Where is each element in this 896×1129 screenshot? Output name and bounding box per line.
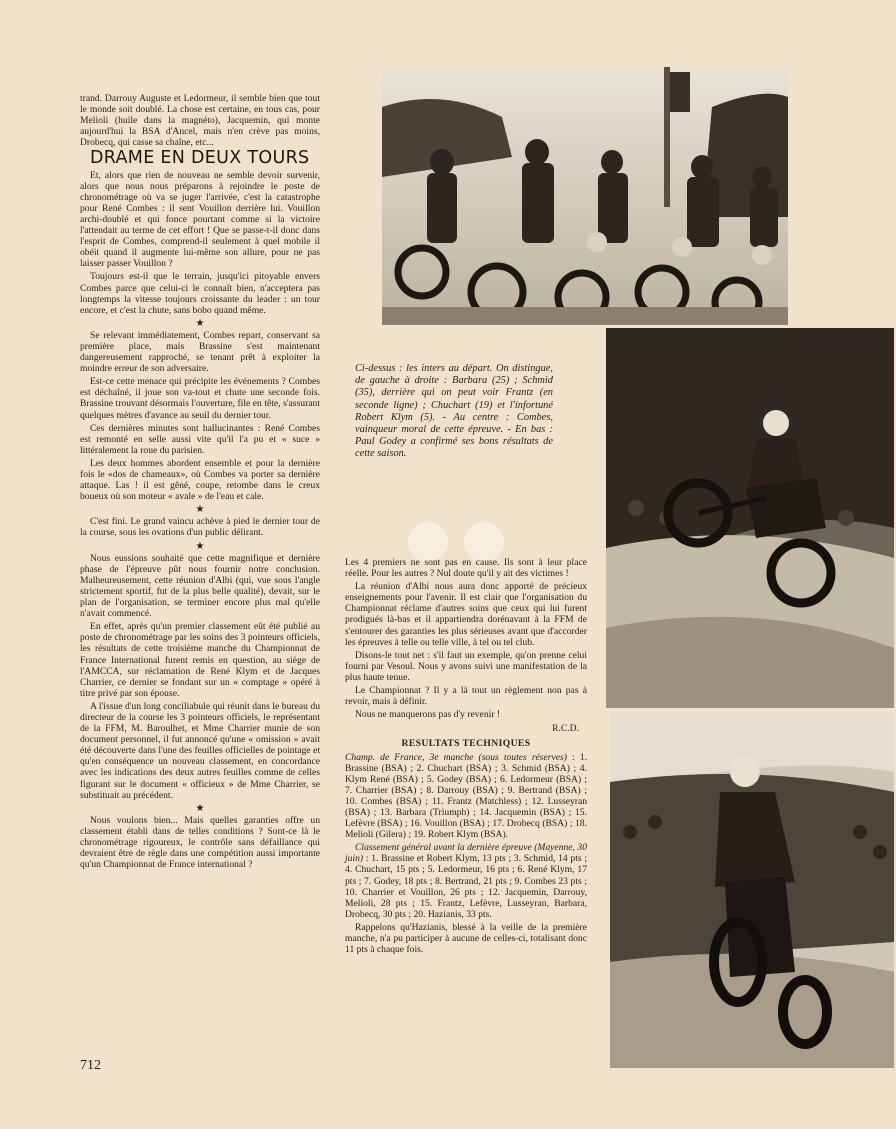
star-separator: ★ xyxy=(195,540,205,552)
paragraph: Rappelons qu'Hazianis, blessé à la veille de la première manche, n'a pu participer à aucune de celles-ci, totalisant donc 11 pts à chaque fois. xyxy=(345,921,587,956)
photo-godey xyxy=(610,712,894,1068)
text-column-right xyxy=(345,557,587,957)
section-heading: DRAME EN DEUX TOURS xyxy=(90,148,310,169)
standings-paragraph xyxy=(345,842,587,920)
paragraph: La réunion d'Albi nous aura donc apporté de précieux enseignements pour l'avenir. Il est clair que l'organisation du Championnat réclame d'autres soins que ceux qui lui furent prodigués là-bas et il appartiendra dorénavant à la FFM de s'entourer des garanties les plus sérieuses avant que d'accorder les épreuves à telle ou telle ville, à tel ou tel club. xyxy=(345,581,587,648)
paragraph: Les 4 premiers ne sont pas en cause. Ils sont à leur place réelle. Pour les autres ? Nul doute qu'il y ait des victimes ! xyxy=(345,557,587,580)
paragraph: Les deux hommes abordent ensemble et pour la dernière fois le «dos de chameaux», où Combes va porter sa dernière attaque. Las ! il est gêné, coupe, retombe dans le creux boueux où son moteur « avale » de l'eau et cale. xyxy=(80,457,320,503)
photo-combes-jump xyxy=(606,328,894,708)
standings-label: Classement général avant la dernière épreuve (Mayenne, 30 juin) xyxy=(345,842,587,865)
paragraph: Nous voulons bien... Mais quelles garanties offre un classement établi dans de telles conditions ? Sont-ce là le chronométrage rigoureux, le contrôle sans défaillance qui devraient être de règle dans une compétition aussi importante qu'un Championnat de France international ? xyxy=(80,814,320,871)
photo-caption: Ci-dessus : les inters au départ. On distingue, de gauche à droite : Barbara (25) ; Schmid (35), derrière qui on peut voir Frantz (en seconde ligne) ; Chuchart (19) et l'infortuné Robert Klym (5). - Au centre : Combes, vainqueur moral de cette épreuve. - En bas : Paul Godey a confirmé ses bons résultats de cette saison. xyxy=(355,363,553,460)
paragraph: Nous eussions souhaité que cette magnifique et dernière phase de l'épreuve pût nous fournir notre conclusion. Malheureusement, cette réunion d'Albi (qui, vue sous l'angle strictement sportif, fut de la plus belle qualité), devait, sur le plan de l'organisation, se terminer encore plus mal qu'elle n'avait commencé. xyxy=(80,552,320,620)
paragraph: En effet, après qu'un premier classement eût été publié au poste de chronométrage par les soins des 3 pointeurs officiels, les résultats de cette troisième manche du Championnat de France International furent remis en question, au siège de l'AMCCA, sur réclamation de René Klym et de Jacques Charrier, ce dernier se fondant sur un « comptage » opéré à titre privé par son épouse. xyxy=(80,621,320,699)
results-text: : 1. Brassine (BSA) ; 2. Chuchart (BSA) ; 3. Schmid (BSA) ; 4. Klym René (BSA) ; 5. Godey (BSA) ; 6. Ledormeur (BSA) ; 7. Charrier (BSA) ; 8. Darrouy (BSA) ; 9. Bertrand (BSA) ; 10. Combes (BSA) ; 11. Frantz (Matchless) ; 12. Lusseyran (BSA) ; 13. Barbara (Triumph) ; 14. Jacquemin (BSA) ; 15. Lefèvre (BSA) ; 16. Vouillon (BSA) ; 17. Drobecq (BSA) ; 18. Melioli (Gilera) ; 19. Robert Klym (BSA). xyxy=(345,751,587,841)
results-heading: RESULTATS TECHNIQUES xyxy=(401,738,531,750)
paragraph: Le Championnat ? Il y a là tout un règlement non pas à revoir, mais à définir. xyxy=(345,685,587,708)
paragraph: Disons-le tout net : s'il faut un exemple, qu'on prenne celui fourni par Vesoul. Nous y avons suivi une manifestation de la plus haute tenue. xyxy=(345,649,587,683)
paragraph: A l'issue d'un long conciliabule qui réunit dans le bureau du directeur de la course les 3 pointeurs officiels, le représentant de la FFM, M. Baroulhet, et Mme Charrier munie de son document personnel, il fut annoncé qu'une « omission » avait été découverte dans l'une des feuilles officielles de pointage et qu'en conséquence un nouveau classement, en concordance avec les indications des deux autres feuilles comme de celles figurant sur le document « officieux » de Mme Charrier, se substituait au précédent. xyxy=(80,700,320,801)
paragraph: Toujours est-il que le terrain, jusqu'ici pitoyable envers Combes parce que celui-ci le connaît bien, n'acceptera pas longtemps la vitesse toujours croissante du leader : un tour encore, et c'est la chute, sans bobo quand même. xyxy=(80,271,320,316)
paragraph: trand. Darrouy Auguste et Ledormeur, il semble bien que tout le monde soit doublé. La chose est certaine, en tous cas, pour Melioli (huile dans la magnéto), Jacquemin, qui monte aujourd'hui la BSA d'Ancel, mais n'en crève pas moins, Drobecq, qui casse sa chaîne, etc... xyxy=(80,93,320,149)
paragraph: C'est fini. Le grand vaincu achève à pied le dernier tour de la course, sous les ovations d'un public délirant. xyxy=(80,516,320,539)
star-separator: ★ xyxy=(195,317,205,329)
paragraph: Et, alors que rien de nouveau ne semble devoir survenir, alors que nous nous préparons à rejoindre le poste de chronométrage où va se juger l'arrivée, c'est la catastrophe pour René Combes : il sent Vouillon derrière lui. Vouillon archi-doublé et qui fonce pourtant comme si la victoire l'attendait au terme de cet effort ! Que se passe-t-il donc dans l'esprit de Combes, comprend-il seulement à quel mobile il obéit quand il augmente lui-même son allure, pour ne pas laisser passer Vouillon ? xyxy=(80,169,320,270)
results-label: Champ. de France, 3e manche (sous toutes réserves) xyxy=(345,751,567,763)
photo-start-line xyxy=(382,67,788,325)
star-separator: ★ xyxy=(195,504,205,516)
page-number: 712 xyxy=(80,1058,101,1073)
text-column-left xyxy=(80,93,320,872)
star-separator: ★ xyxy=(195,802,205,814)
author-signature: R.C.D. xyxy=(552,723,579,735)
results-paragraph xyxy=(345,752,587,841)
paragraph: Ces dernières minutes sont hallucinantes : René Combes est remonté en selle aussi vite qu'il l'a pu et « suce » littéralement la roue du parisien. xyxy=(80,422,320,456)
standings-text: : 1. Brassine et Robert Klym, 13 pts ; 3. Schmid, 14 pts ; 4. Chuchart, 15 pts ; 5. Ledormeur, 16 pts ; 6. René Klym, 17 pts ; 7. Godey, 18 pts ; 8. Bertrand, 21 pts ; 9. Combes 23 pts ; 10. Charrier et Vouillon, 26 pts ; 12. Jacquemin, Darrouy, Melioli, 28 pts ; 15. Frantz, Lefèvre, Lusseyran, Barbara, Drobecq, 30 pts ; 20. Hazianis, 33 pts. xyxy=(345,853,587,920)
paragraph: Se relevant immédiatement, Combes repart, conservant sa première place, mais Brassine s'est maintenant dangereusement rapproché, se tenant prêt à exploiter la moindre erreur de son adversaire. xyxy=(80,329,320,375)
paragraph: Nous ne manquerons pas d'y revenir ! xyxy=(355,709,501,721)
paragraph: Est-ce cette menace qui précipite les événements ? Combes est déchaîné, il joue son va-tout et chute une seconde fois. Brassine trouvant désormais l'ouverture, file en tête, s'assurant quelques mètres d'avance au seuil du dernier tour. xyxy=(80,376,320,421)
